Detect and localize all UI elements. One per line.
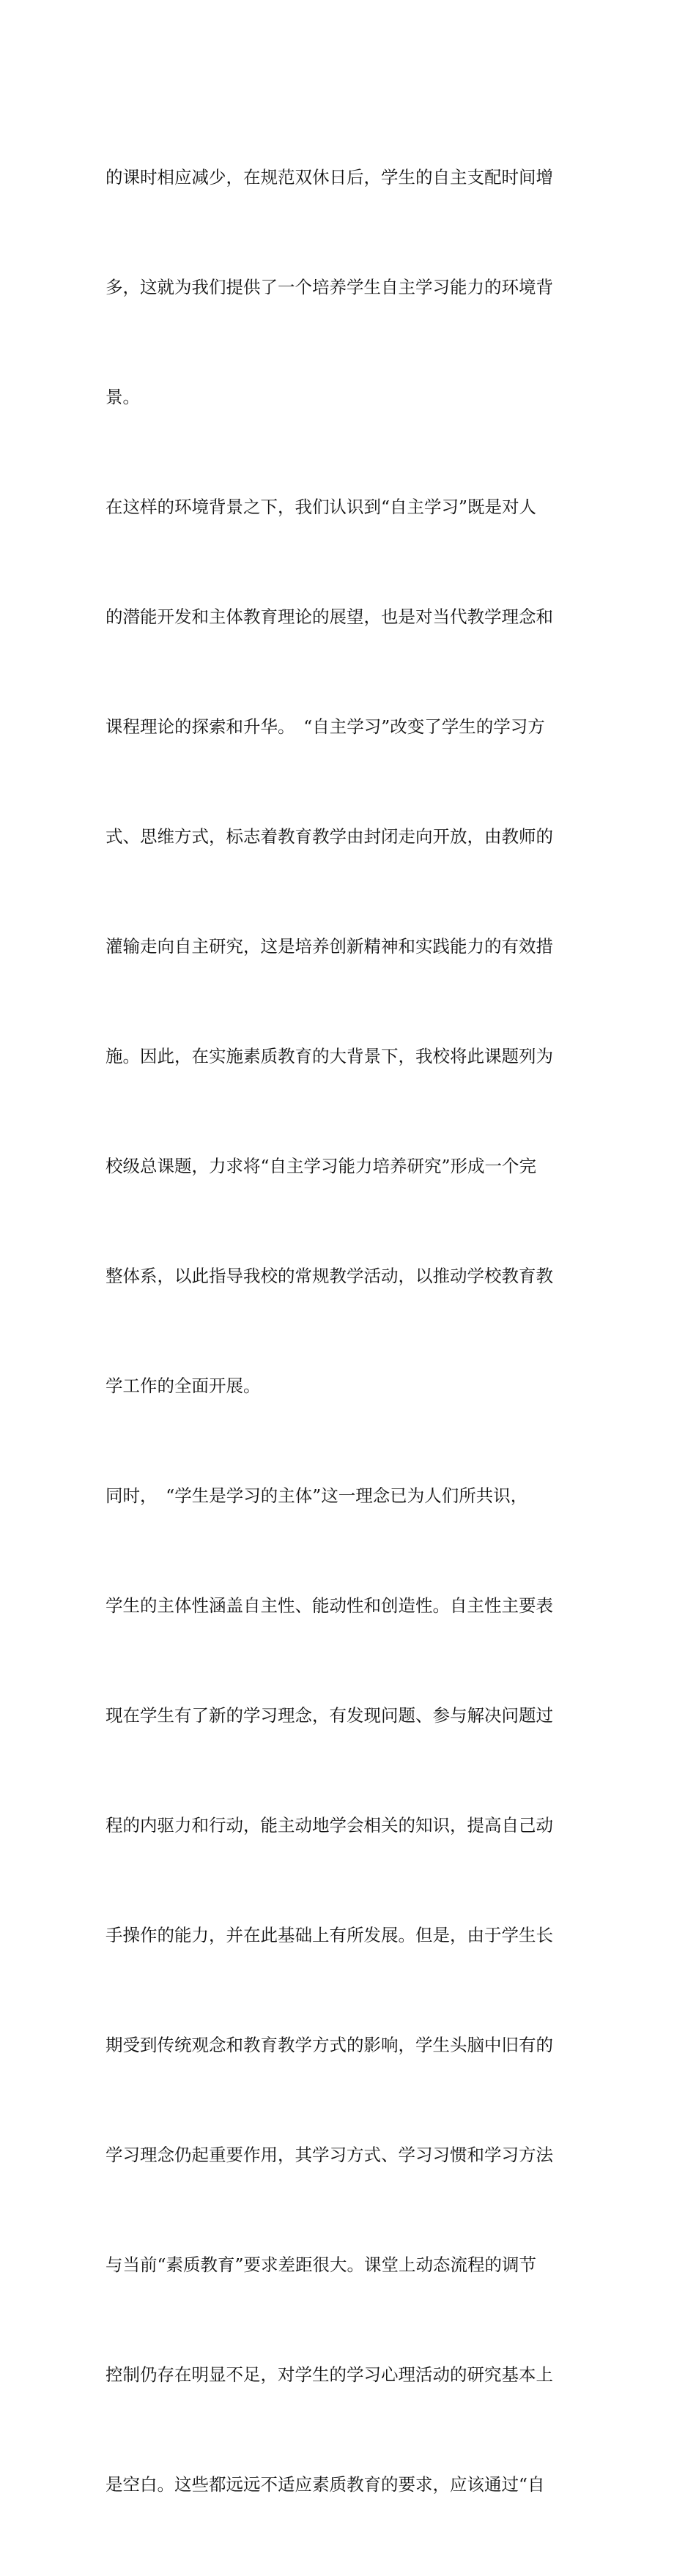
text-line: 学习理念仍起重要作用，其学习方式、学习习惯和学习方法 bbox=[105, 2145, 553, 2165]
text-line: 的课时相应减少，在规范双休日后，学生的自主支配时间增 bbox=[105, 167, 553, 188]
text-line: 校级总课题，力求将“自主学习能力培养研究”形成一个完 bbox=[105, 1156, 537, 1176]
text-line: 在这样的环境背景之下，我们认识到“自主学习”既是对人 bbox=[105, 497, 537, 517]
text-line: 多，这就为我们提供了一个培养学生自主学习能力的环境背 bbox=[105, 277, 553, 297]
text-line: 控制仍存在明显不足，对学生的学习心理活动的研究基本上 bbox=[105, 2364, 553, 2385]
text-line: 手操作的能力，并在此基础上有所发展。但是，由于学生长 bbox=[105, 1925, 553, 1945]
text-line: 式、思维方式，标志着教育教学由封闭走向开放，由教师的 bbox=[105, 826, 553, 847]
text-line: 施。因此，在实施素质教育的大背景下，我校将此课题列为 bbox=[105, 1046, 553, 1066]
text-line: 现在学生有了新的学习理念，有发现问题、参与解决问题过 bbox=[105, 1705, 553, 1726]
text-line: 是空白。这些都远远不适应素质教育的要求，应该通过“自 bbox=[105, 2474, 545, 2495]
text-line: 的潜能开发和主体教育理论的展望，也是对当代教学理念和 bbox=[105, 606, 553, 627]
text-line: 程的内驱力和行动，能主动地学会相关的知识，提高自己动 bbox=[105, 1815, 553, 1836]
text-line: 景。 bbox=[105, 387, 140, 407]
text-line: 整体系，以此指导我校的常规教学活动，以推动学校教育教 bbox=[105, 1266, 553, 1286]
body-text bbox=[105, 86, 560, 2576]
text-line: 灌输走向自主研究，这是培养创新精神和实践能力的有效措 bbox=[105, 936, 553, 957]
text-line: 期受到传统观念和教育教学方式的影响，学生头脑中旧有的 bbox=[105, 2035, 553, 2055]
text-line: 学工作的全面开展。 bbox=[105, 1376, 261, 1396]
text-line: 同时， “学生是学习的主体”这一理念已为人们所共识， bbox=[105, 1485, 528, 1506]
text-line: 学生的主体性涵盖自主性、能动性和创造性。自主性主要表 bbox=[105, 1595, 553, 1616]
text-line: 课程理论的探索和升华。 “自主学习”改变了学生的学习方 bbox=[105, 716, 545, 737]
text-line: 与当前“素质教育”要求差距很大。课堂上动态流程的调节 bbox=[105, 2254, 537, 2275]
